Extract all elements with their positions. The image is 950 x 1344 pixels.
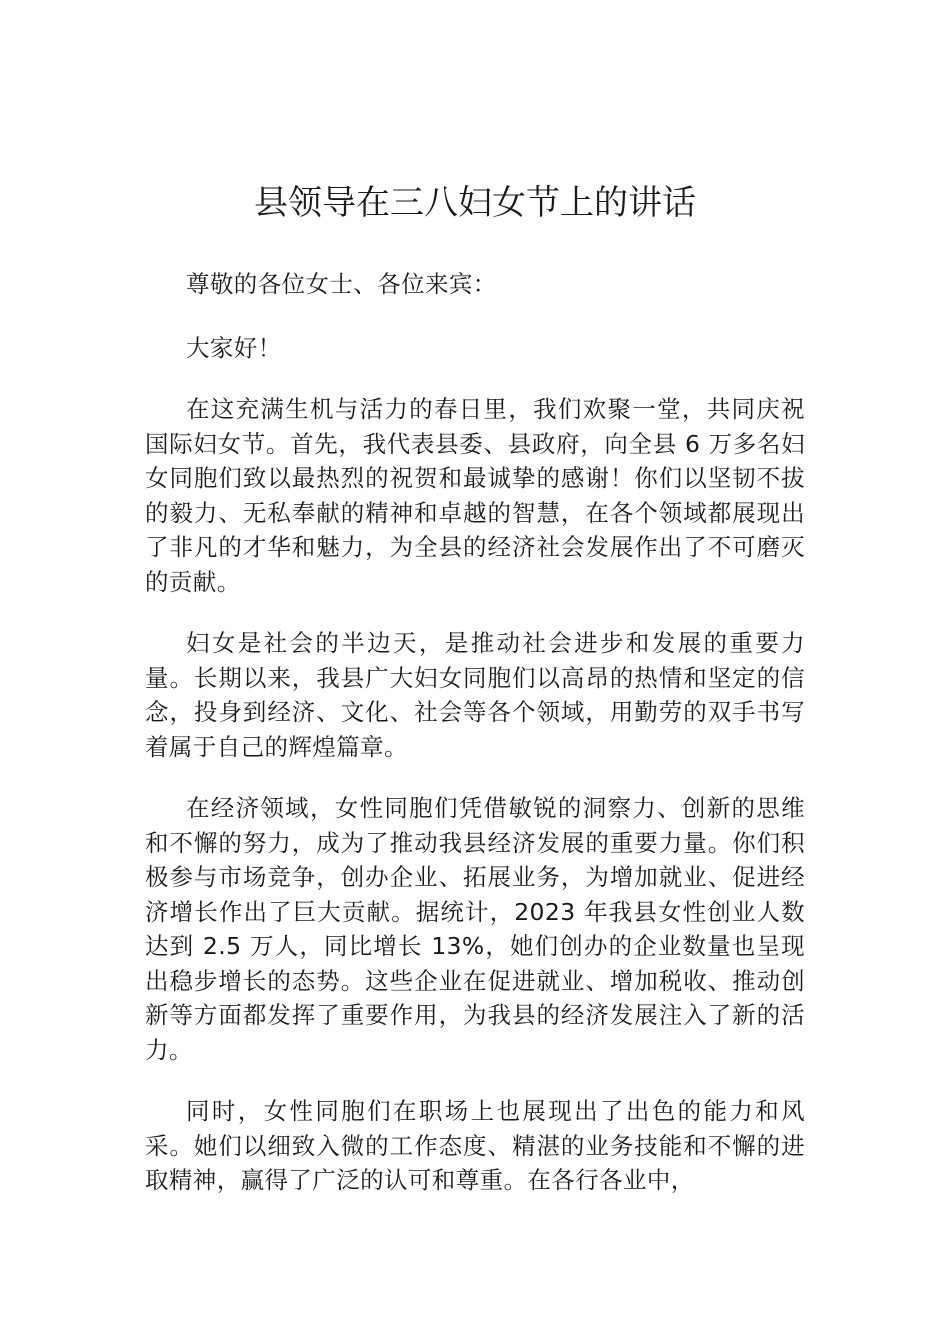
document-title: 县领导在三八妇女节上的讲话 <box>254 183 696 223</box>
body-paragraph-4: 同时，女性同胞们在职场上也展现出了出色的能力和风采。她们以细致入微的工作态度、精湛的业务技能和不懈的进取精神，赢得了广泛的认可和尊重。在各行各业中， <box>145 1097 805 1194</box>
body-paragraph-2: 妇女是社会的半边天，是推动社会进步和发展的重要力量。长期以来，我县广大妇女同胞们以高昂的热情和坚定的信念，投身到经济、文化、社会等各个领域，用勤劳的双手书写着属于自己的辉煌篇章。 <box>145 629 805 761</box>
document-page <box>145 175 805 1225</box>
greeting: 大家好！ <box>186 333 282 362</box>
salutation: 尊敬的各位女士、各位来宾： <box>186 270 497 298</box>
body-paragraph-1: 在这充满生机与活力的春日里，我们欢聚一堂，共同庆祝国际妇女节。首先，我代表县委、县政府，向全县 6 万多名妇女同胞们致以最热烈的祝贺和最诚挚的感谢！你们以坚韧不拔的毅力、无私奉献的精神和卓越的智慧，在各个领域都展现出了非凡的才华和魅力，为全县的经济社会发展作出了不可磨灭的贡献。 <box>145 395 805 596</box>
body-paragraph-3: 在经济领域，女性同胞们凭借敏锐的洞察力、创新的思维和不懈的努力，成为了推动我县经济发展的重要力量。你们积极参与市场竞争，创办企业、拓展业务，为增加就业、促进经济增长作出了巨大贡献。据统计，2023 年我县女性创业人数达到 2.5 万人，同比增长 13%，她们创办的企业数量也呈现出稳步增长的态势。这些企业在促进就业、增加税收、推动创新等方面都发挥了重要作用，为我县的经济发展注入了新的活力。 <box>145 794 805 1064</box>
